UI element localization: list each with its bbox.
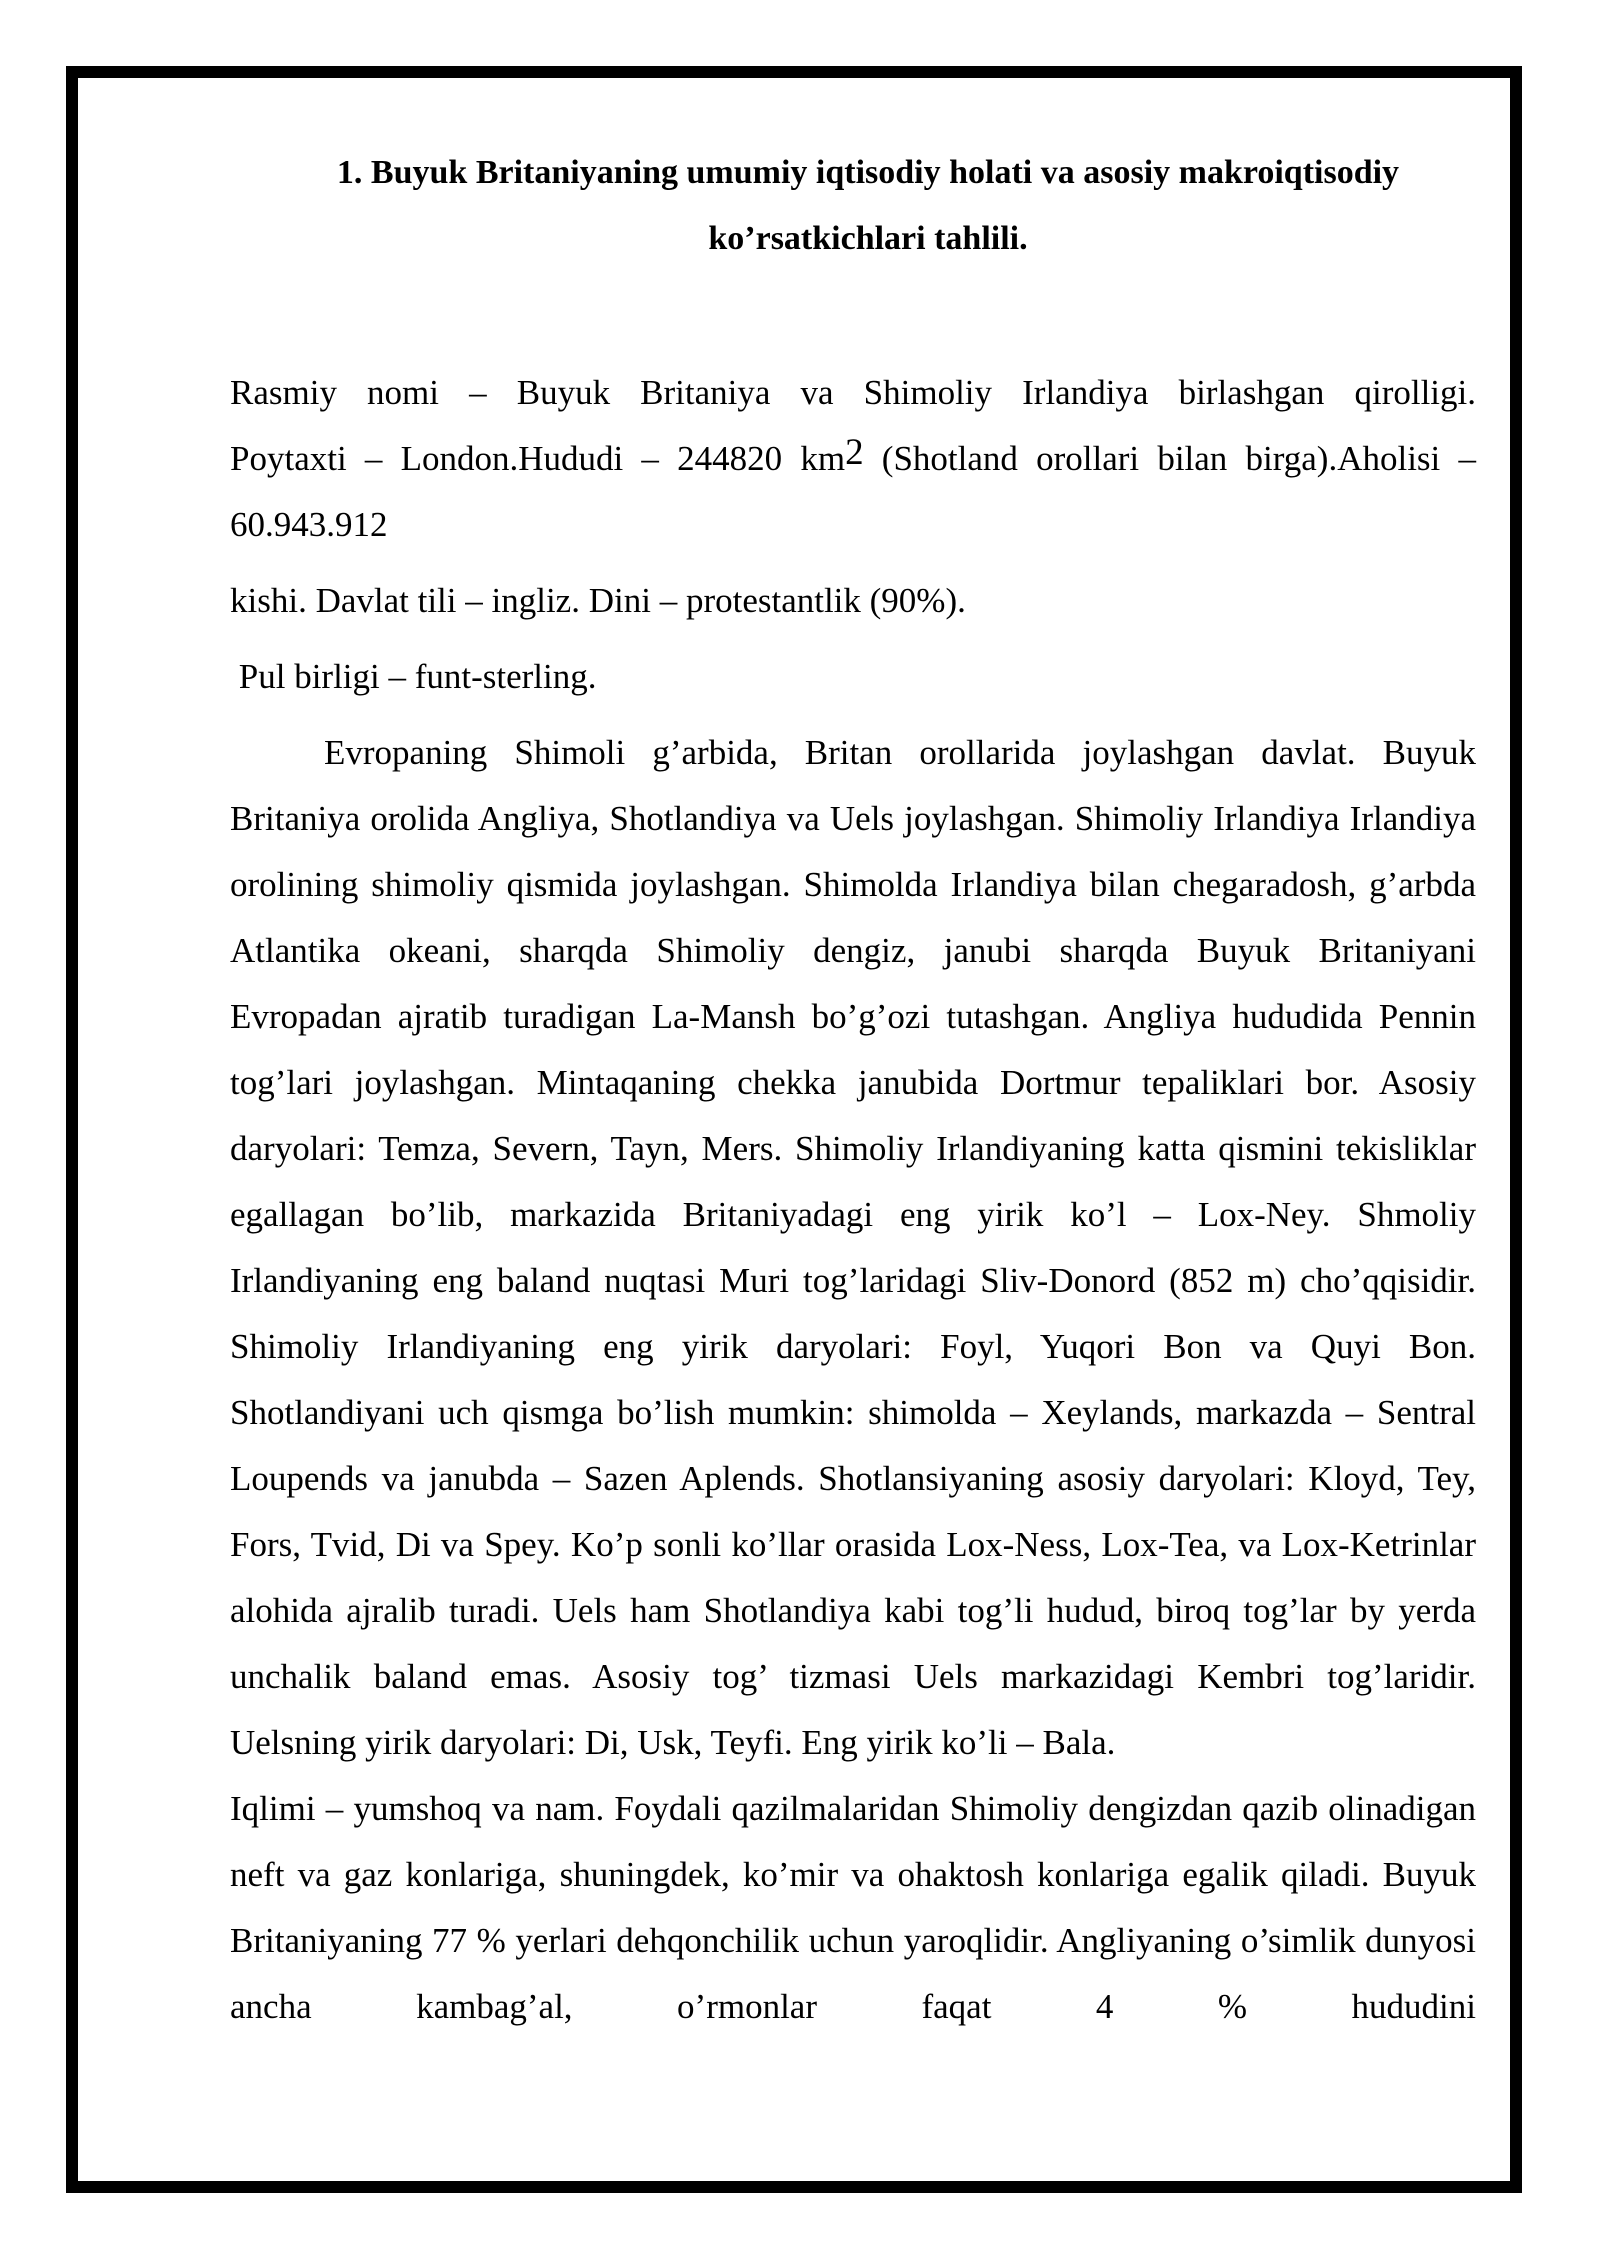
population-value-line: 60.943.912 <box>230 505 388 544</box>
population-label-text: (Shotland orollari bilan birga).Aholisi – <box>863 439 1476 478</box>
language-religion-line: kishi. Davlat tili – ingliz. Dini – protestantlik (90%). <box>230 581 966 620</box>
area-unit-superscript: 2 <box>845 432 864 473</box>
document-body <box>230 140 1476 2040</box>
climate-paragraph: Iqlimi – yumshoq va nam. Foydali qazilmalaridan Shimoliy dengizdan qazib olinadigan neft va gaz konlariga, shuningdek, ko’mir va ohaktosh konlariga egalik qiladi. Buyuk Britaniyaning 77 % yerlari dehqonchilik uchun yaroqlidir. Angliyaning o’simlik dunyosi ancha kambag’al, o’rmonlar faqat 4 % hududini <box>230 1789 1476 2026</box>
document-title <box>230 140 1476 272</box>
capital-area-line <box>230 426 1476 492</box>
geography-paragraph: Evropaning Shimoli g’arbida, Britan orollarida joylashgan davlat. Buyuk Britaniya orolida Angliya, Shotlandiya va Uels joylashgan. Shimoliy Irlandiya Irlandiya orolining shimoliy qismida joylashgan. Shimolda Irlandiya bilan chegaradosh, g’arbda Atlantika okeani, sharqda Shimoliy dengiz, janubi sharqda Buyuk Britaniyani Evropadan ajratib turadigan La-Mansh bo’g’ozi tutashgan. Angliya hududida Pennin tog’lari joylashgan. Mintaqaning chekka janubida Dortmur tepaliklari bor. Asosiy daryolari: Temza, Severn, Tayn, Mers. Shimoliy Irlandiyaning katta qismini tekisliklar egallagan bo’lib, markazida Britaniyadagi eng yirik ko’l – Lox-Ney. Shmoliy Irlandiyaning eng baland nuqtasi Muri tog’laridagi Sliv-Donord (852 m) cho’qqisidir. Shimoliy Irlandiyaning eng yirik daryolari: Foyl, Yuqori Bon va Quyi Bon. Shotlandiyani uch qismga bo’lish mumkin: shimolda – Xeylands, markazda – Sentral Loupends va janubda – Sazen Aplends. Shotlansiyaning asosiy daryolari: Kloyd, Tey, Fors, Tvid, Di va Spey. Ko’p sonli ko’llar orasida Lox-Ness, Lox-Tea, va Lox-Ketrinlar alohida ajralib turadi. Uels ham Shotlandiya kabi tog’li hudud, biroq tog’lar by yerda unchalik baland emas. Asosiy tog’ tizmasi Uels markazidagi Kembri tog’laridir. Uelsning yirik daryolari: Di, Usk, Teyfi. Eng yirik ko’li – Bala. <box>230 733 1476 1762</box>
country-facts <box>230 360 1476 710</box>
official-name-line: Rasmiy nomi – Buyuk Britaniya va Shimoliy Irlandiya birlashgan qirolligi. <box>230 373 1476 412</box>
title-line-1: 1. Buyuk Britaniyaning umumiy iqtisodiy holati va asosiy makroiqtisodiy <box>336 154 1400 191</box>
title-line-2: ko’rsatkichlari tahlili. <box>708 220 1028 257</box>
currency-line: Pul birligi – funt-sterling. <box>230 657 597 696</box>
capital-area-text: Poytaxti – London.Hududi – 244820 km <box>230 439 846 478</box>
